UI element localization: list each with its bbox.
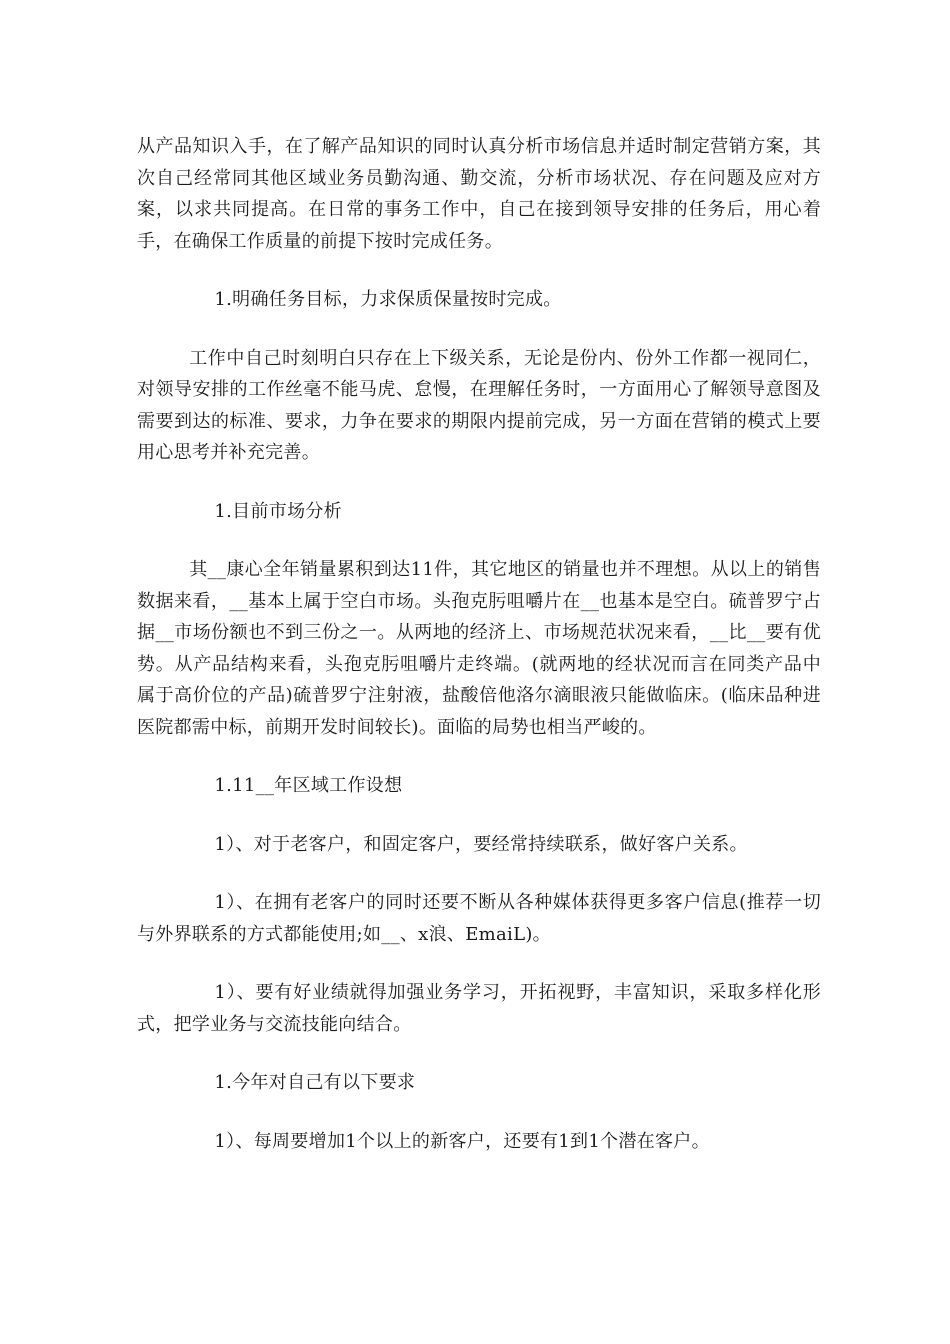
list-item-customer-info: 1）、在拥有老客户的同时还要不断从各种媒体获得更多客户信息(推荐一切与外界联系的方式都能使用;如__、x浪、EmaiL)。 (137, 892, 821, 945)
heading-task-goal: 1.明确任务目标，力求保质保量按时完成。 (214, 289, 562, 310)
list-item-new-customers: 1）、每周要增加1个以上的新客户，还要有1到1个潜在客户。 (214, 1130, 710, 1152)
list-item-learning: 1）、要有好业绩就得加强业务学习，开拓视野，丰富知识，采取多样化形式，把学业务与交流技能向结合。 (137, 982, 821, 1035)
paragraph-market-detail: 其__康心全年销量累积到达11件，其它地区的销量也并不理想。从以上的销售数据来看，__基本上属于空白市场。头孢克肟咀嚼片在__也基本是空白。硫普罗宁占据__市场份额也不到三份之一。从两地的经济上、市场规范状况来看，__比__要有优势。从产品结构来看，头孢克肟咀嚼片走终端。(就两地的经状况而言在同类产品中属于高价位的产品)硫普罗宁注射液，盐酸倍他洛尔滴眼液只能做临床。(临床品种进医院都需中标，前期开发时间较长)。面临的局势也相当严峻的。 (137, 559, 821, 738)
list-item-old-customers: 1）、对于老客户，和固定客户，要经常持续联系，做好客户关系。 (214, 833, 748, 855)
document-body (137, 131, 821, 1184)
heading-self-requirements: 1.今年对自己有以下要求 (214, 1072, 416, 1093)
paragraph-task-detail: 工作中自己时刻明白只存在上下级关系，无论是份内、份外工作都一视同仁，对领导安排的工作丝毫不能马虎、怠慢，在理解任务时，一方面用心了解领导意图及需要到达的标准、要求，力争在要求的期限内提前完成，另一方面在营销的模式上要用心思考并补充完善。 (137, 347, 821, 463)
heading-market-analysis: 1.目前市场分析 (214, 500, 342, 522)
paragraph-intro: 从产品知识入手，在了解产品知识的同时认真分析市场信息并适时制定营销方案，其次自己经常同其他区域业务员勤沟通、勤交流，分析市场状况、存在问题及应对方案，以求共同提高。在日常的事务工作中，自己在接到领导安排的任务后，用心着手，在确保工作质量的前提下按时完成任务。 (137, 136, 821, 252)
heading-work-plan: 1.11__年区域工作设想 (214, 775, 403, 796)
